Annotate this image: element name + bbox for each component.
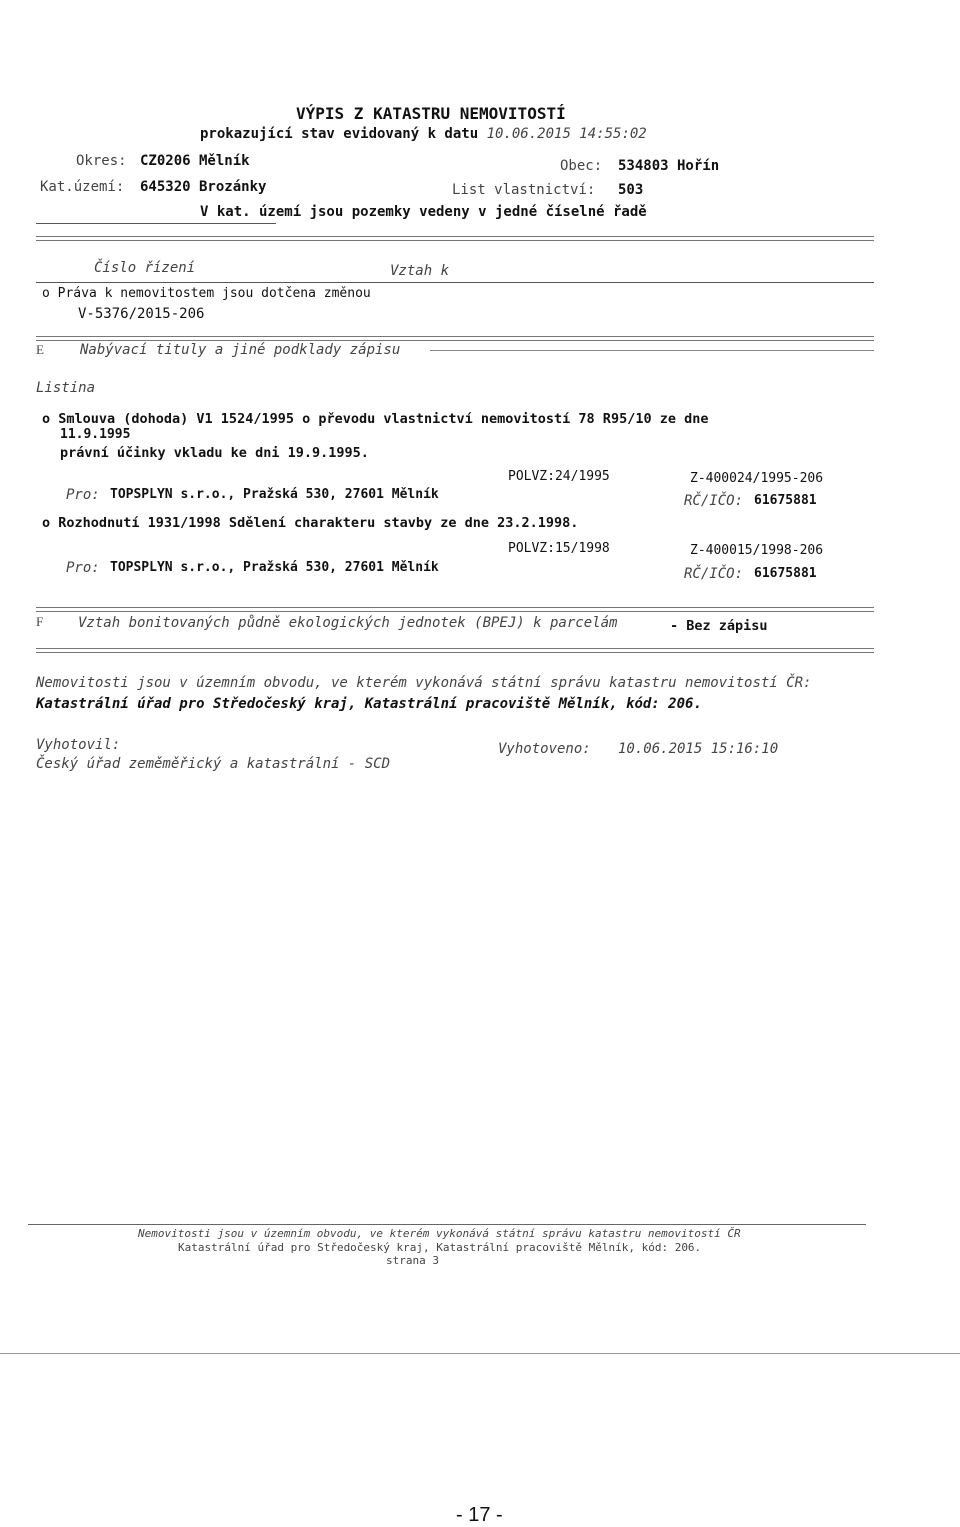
listina-item2-polvz: POLVZ:15/1998 (508, 541, 610, 556)
section-f-letter: F (36, 614, 44, 629)
divider-double (36, 236, 874, 241)
lv-value: 503 (618, 182, 644, 198)
listina-item1-line1: o Smlouva (dohoda) V1 1524/1995 o převodu vlastnictví nemovitostí 78 R95/10 ze dne (42, 411, 709, 427)
section-e-letter: E (36, 342, 44, 357)
rizeni-col-cislo: Číslo řízení (94, 260, 196, 276)
divider (430, 350, 874, 351)
page-footer-line2: Katastrální úřad pro Středočeský kraj, Katastrální pracoviště Mělník, kód: 206. (178, 1241, 702, 1254)
katuzemi-label: Kat.území: (40, 179, 125, 195)
listina-item2-pro-value: TOPSPLYN s.r.o., Pražská 530, 27601 Mělník (110, 560, 439, 575)
divider-double (36, 648, 874, 653)
listina-item1-pro-value: TOPSPLYN s.r.o., Pražská 530, 27601 Mělník (110, 487, 439, 502)
lv-label: List vlastnictví: (452, 182, 596, 198)
listina-item1-polvz: POLVZ:24/1995 (508, 469, 610, 484)
okres-value: CZ0206 Mělník (140, 153, 250, 169)
divider-double (36, 336, 874, 341)
vyhotoveno-value: 10.06.2015 15:16:10 (618, 741, 779, 757)
rizeni-item: o Práva k nemovitostem jsou dotčena změnou (42, 286, 371, 301)
divider (36, 223, 276, 224)
listina-item1-rc-value: 61675881 (754, 493, 817, 508)
rizeni-number: V-5376/2015-206 (78, 306, 205, 322)
listina-item1-rc-label: RČ/IČO: (684, 493, 744, 509)
divider (36, 282, 874, 283)
subtitle-prefix: prokazující stav evidovaný k datu (200, 126, 479, 142)
page-footer-line1: Nemovitosti jsou v územním obvodu, ve kterém vykonává státní správu katastru nemovitostí ČR (138, 1227, 741, 1240)
numbering-note: V kat. území jsou pozemky vedeny v jedné číselné řadě (200, 204, 647, 220)
territory-line1: Nemovitosti jsou v územním obvodu, ve kterém vykonává státní správu katastru nemovitostí ČR: (36, 675, 812, 691)
listina-item2-rc-label: RČ/IČO: (684, 566, 744, 582)
footer-divider (28, 1224, 866, 1225)
page-number: - 17 - (456, 1504, 503, 1526)
document-subtitle (200, 126, 647, 142)
section-f-title: Vztah bonitovaných půdně ekologických jednotek (BPEJ) k parcelám (78, 615, 618, 631)
listina-item2-pro-label: Pro: (66, 560, 100, 576)
territory-line2: Katastrální úřad pro Středočeský kraj, Katastrální pracoviště Mělník, kód: 206. (36, 696, 702, 712)
katuzemi-value: 645320 Brozánky (140, 179, 267, 195)
listina-label: Listina (36, 380, 96, 396)
scan-edge-line (0, 1353, 960, 1354)
listina-item1-pro-label: Pro: (66, 487, 100, 503)
vyhotovil-label: Vyhotovil: (36, 737, 121, 753)
listina-item1-z: Z-400024/1995-206 (690, 471, 824, 486)
listina-item1-line2: 11.9.1995 (60, 427, 131, 442)
document-title: VÝPIS Z KATASTRU NEMOVITOSTÍ (296, 104, 566, 123)
divider-double (36, 607, 874, 612)
rizeni-col-vztah: Vztah k (390, 263, 450, 279)
obec-label: Obec: (560, 158, 603, 174)
section-e-title: Nabývací tituly a jiné podklady zápisu (80, 342, 401, 358)
subtitle-datetime: 10.06.2015 14:55:02 (486, 126, 647, 142)
listina-item2-line1: o Rozhodnutí 1931/1998 Sdělení charakteru stavby ze dne 23.2.1998. (42, 515, 579, 531)
listina-item1-line3: právní účinky vkladu ke dni 19.9.1995. (60, 445, 369, 461)
page-footer-line3: strana 3 (386, 1254, 439, 1267)
vyhotoveno-label: Vyhotoveno: (498, 741, 591, 757)
vyhotovil-value: Český úřad zeměměřický a katastrální - SCD (36, 756, 391, 772)
listina-item2-z: Z-400015/1998-206 (690, 543, 824, 558)
section-f-suffix: - Bez zápisu (670, 618, 768, 634)
okres-label: Okres: (76, 153, 127, 169)
listina-item2-rc-value: 61675881 (754, 566, 817, 581)
obec-value: 534803 Hořín (618, 158, 720, 174)
